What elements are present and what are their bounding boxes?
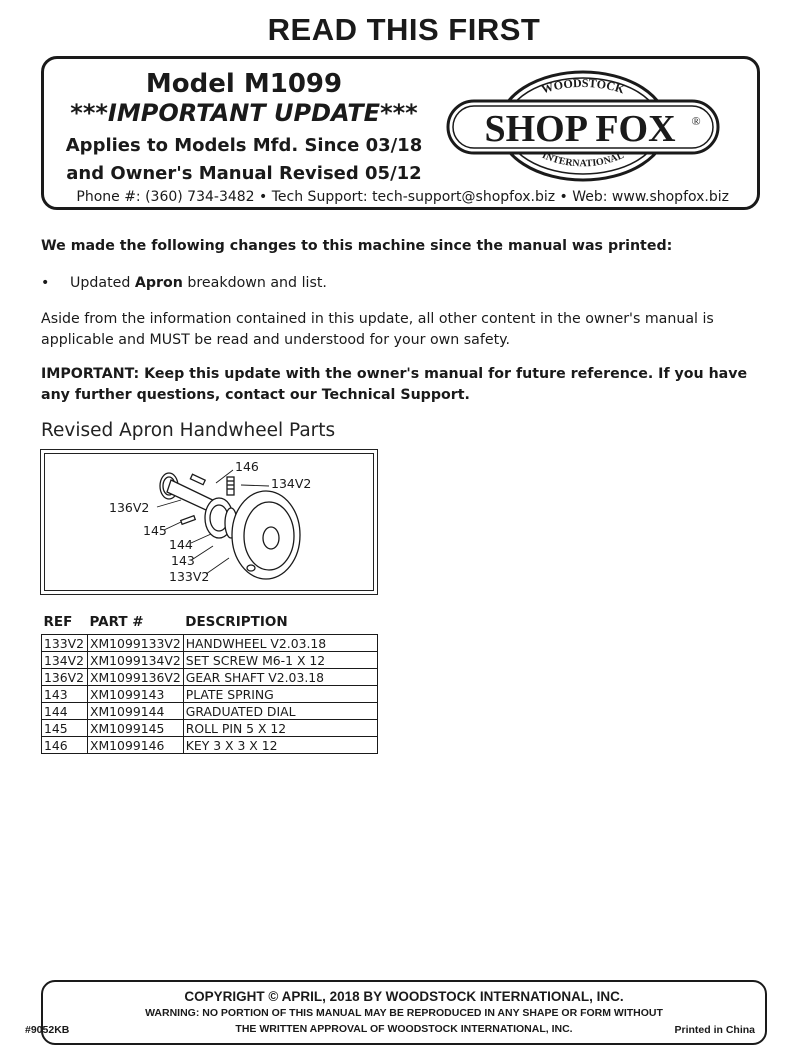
page-title: READ THIS FIRST — [267, 12, 541, 47]
roll-pin-part — [181, 516, 196, 525]
logo-woodstock-text: WOODSTOCK — [539, 75, 627, 97]
label-144: 144 — [169, 537, 193, 552]
ref-cell: 136V2 — [42, 669, 88, 686]
warning-line-1: WARNING: NO PORTION OF THIS MANUAL MAY BE REPRODUCED IN ANY SHAPE OR FORM WITHOUT — [145, 1007, 663, 1019]
ref-cell: 133V2 — [42, 635, 88, 652]
description-cell: SET SCREW M6-1 X 12 — [183, 652, 377, 669]
document-number: #9052KB — [25, 1024, 70, 1036]
parts-table — [41, 614, 378, 754]
table-row — [42, 720, 378, 737]
applies-to-line: Applies to Models Mfd. Since 03/18 — [65, 135, 423, 156]
part-cell: XM1099146 — [88, 737, 184, 754]
ref-cell: 145 — [42, 720, 88, 737]
model-name: Model M1099 — [145, 69, 343, 99]
contact-line: Phone #: (360) 734-3482 • Tech Support: tech-support@shopfox.biz • Web: www.shopfox.biz — [76, 189, 729, 205]
changes-heading: We made the following changes to this machine since the manual was printed: — [41, 238, 673, 254]
bullet-item — [41, 273, 767, 294]
part-cell: XM1099133V2 — [88, 635, 184, 652]
copyright-line: COPYRIGHT © APRIL, 2018 BY WOODSTOCK INTERNATIONAL, INC. — [184, 989, 624, 1004]
table-row — [42, 669, 378, 686]
bullet-suffix: breakdown and list. — [187, 275, 327, 291]
description-cell: KEY 3 X 3 X 12 — [183, 737, 377, 754]
label-145: 145 — [143, 523, 167, 538]
table-row — [42, 686, 378, 703]
ref-cell: 134V2 — [42, 652, 88, 669]
col-ref-header: REF — [43, 614, 73, 630]
description-cell: HANDWHEEL V2.03.18 — [183, 635, 377, 652]
section-heading: Revised Apron Handwheel Parts — [41, 420, 336, 441]
label-136v2: 136V2 — [109, 500, 150, 515]
description-cell: ROLL PIN 5 X 12 — [183, 720, 377, 737]
bullet-prefix: Updated — [70, 275, 131, 291]
update-heading: ***IMPORTANT UPDATE*** — [70, 99, 418, 127]
manual-revised-line: and Owner's Manual Revised 05/12 — [66, 163, 422, 184]
parts-diagram — [40, 449, 378, 595]
col-part-header: PART # — [89, 614, 144, 630]
col-description-header: DESCRIPTION — [185, 614, 288, 630]
important-paragraph: IMPORTANT: Keep this update with the owner's manual for future reference. If you have any further questions, contact our Technical Support. — [41, 366, 748, 403]
part-cell: XM1099145 — [88, 720, 184, 737]
header-box — [41, 56, 760, 210]
ref-cell: 144 — [42, 703, 88, 720]
label-143: 143 — [171, 553, 195, 568]
key-part — [190, 474, 205, 484]
ref-cell: 143 — [42, 686, 88, 703]
part-cell: XM1099134V2 — [88, 652, 184, 669]
bullet-bold: Apron — [134, 275, 183, 291]
part-cell: XM1099136V2 — [88, 669, 184, 686]
label-134v2: 134V2 — [271, 476, 312, 491]
shop-fox-logo — [442, 67, 724, 185]
bullet-dot: • — [41, 275, 50, 291]
warning-line-2: THE WRITTEN APPROVAL OF WOODSTOCK INTERNATIONAL, INC. — [235, 1023, 573, 1035]
aside-paragraph: Aside from the information contained in this update, all other content in the owner's manual is applicable and MUST be read and understood for your own safety. — [41, 311, 714, 348]
logo-shop-fox-text: SHOP FOX — [484, 108, 676, 150]
description-cell: PLATE SPRING — [183, 686, 377, 703]
table-row — [42, 703, 378, 720]
part-cell: XM1099144 — [88, 703, 184, 720]
part-cell: XM1099143 — [88, 686, 184, 703]
footer-box — [25, 980, 767, 1045]
description-cell: GRADUATED DIAL — [183, 703, 377, 720]
label-146: 146 — [235, 459, 259, 474]
table-row — [42, 635, 378, 652]
logo-international-text: INTERNATIONAL — [540, 149, 626, 170]
parts-table-header — [42, 614, 378, 635]
table-row — [42, 652, 378, 669]
set-screw-part — [227, 477, 234, 495]
handwheel-drawing — [41, 450, 379, 596]
table-row — [42, 737, 378, 754]
registered-mark: ® — [691, 114, 701, 128]
printed-in-label: Printed in China — [674, 1024, 755, 1036]
ref-cell: 146 — [42, 737, 88, 754]
description-cell: GEAR SHAFT V2.03.18 — [183, 669, 377, 686]
label-133v2: 133V2 — [169, 569, 210, 584]
